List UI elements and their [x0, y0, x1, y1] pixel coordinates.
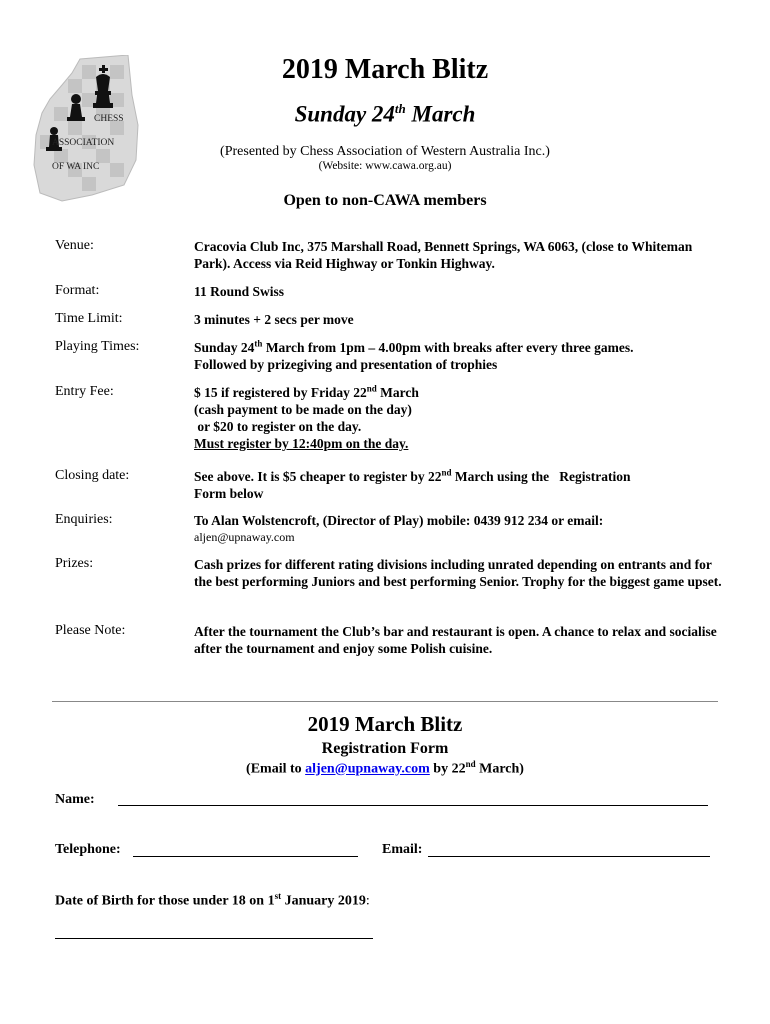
logo-text-association: ASSOCIATION: [52, 138, 115, 148]
dob-field[interactable]: [55, 938, 373, 939]
email-link[interactable]: aljen@upnaway.com: [305, 761, 430, 777]
entry-fee-label: Entry Fee:: [55, 384, 114, 399]
closing-date-label: Closing date:: [55, 468, 130, 483]
email-field[interactable]: [428, 856, 710, 857]
enquiries-email: aljen@upnaway.com: [194, 530, 295, 544]
page-title: 2019 March Blitz: [281, 54, 489, 85]
event-date: Sunday 24th March: [294, 101, 476, 127]
prizes-label: Prizes:: [55, 556, 94, 571]
please-note-label: Please Note:: [55, 623, 126, 638]
open-to-heading: Open to non-CAWA members: [283, 192, 487, 209]
website-text: (Website: www.cawa.org.au): [318, 160, 452, 172]
must-register-note: Must register by 12:40pm on the day.: [194, 436, 409, 451]
format-label: Format:: [55, 283, 100, 298]
logo-text-wa: OF WA INC: [52, 162, 100, 172]
form-subtitle: Registration Form: [321, 740, 449, 757]
playing-times-value: Sunday 24th March from 1pm – 4.00pm with breaks after every three games. Followed by prizegiving and presentation of trophies: [194, 338, 634, 372]
playing-times-label: Playing Times:: [55, 339, 140, 354]
name-field[interactable]: [118, 805, 708, 806]
closing-date-value: See above. It is $5 cheaper to register by 22nd March using the Registration Form below: [194, 467, 631, 501]
email-label: Email:: [382, 842, 423, 857]
form-title: 2019 March Blitz: [307, 712, 463, 736]
venue-value: Cracovia Club Inc, 375 Marshall Road, Bennett Springs, WA 6063, (close to Whiteman Park). Access via Reid Highway or Tonkin Highway.: [194, 239, 693, 271]
prizes-value: Cash prizes for different rating divisions including unrated depending on entrants and for the best performing Juniors and best performing Senior. Trophy for the biggest game upset.: [194, 557, 722, 589]
section-divider: [52, 701, 718, 702]
time-limit-label: Time Limit:: [55, 311, 123, 326]
venue-label: Venue:: [55, 238, 94, 253]
entry-fee-value: $ 15 if registered by Friday 22nd March (cash payment to be made on the day) or $20 to register on the day. Must register by 12:40pm on the day.: [194, 384, 724, 452]
enquiries-label: Enquiries:: [55, 512, 113, 527]
logo-text-chess: CHESS: [94, 114, 124, 124]
format-value: 11 Round Swiss: [194, 284, 285, 299]
please-note-value: After the tournament the Club’s bar and restaurant is open. A chance to relax and socialise after the tournament and enjoy some Polish cuisine.: [194, 624, 717, 656]
name-label: Name:: [55, 792, 95, 807]
presented-by: (Presented by Chess Association of Western Australia Inc.): [220, 144, 550, 159]
time-limit-value: 3 minutes + 2 secs per move: [194, 312, 354, 327]
form-email-instructions: (Email to aljen@upnaway.com by 22nd March): [246, 759, 524, 777]
telephone-field[interactable]: [133, 856, 358, 857]
enquiries-value: To Alan Wolstencroft, (Director of Play) mobile: 0439 912 234 or email: aljen@upnaway.com: [194, 512, 724, 546]
telephone-label: Telephone:: [55, 842, 121, 857]
dob-label: Date of Birth for those under 18 on 1st January 2019:: [55, 891, 370, 909]
